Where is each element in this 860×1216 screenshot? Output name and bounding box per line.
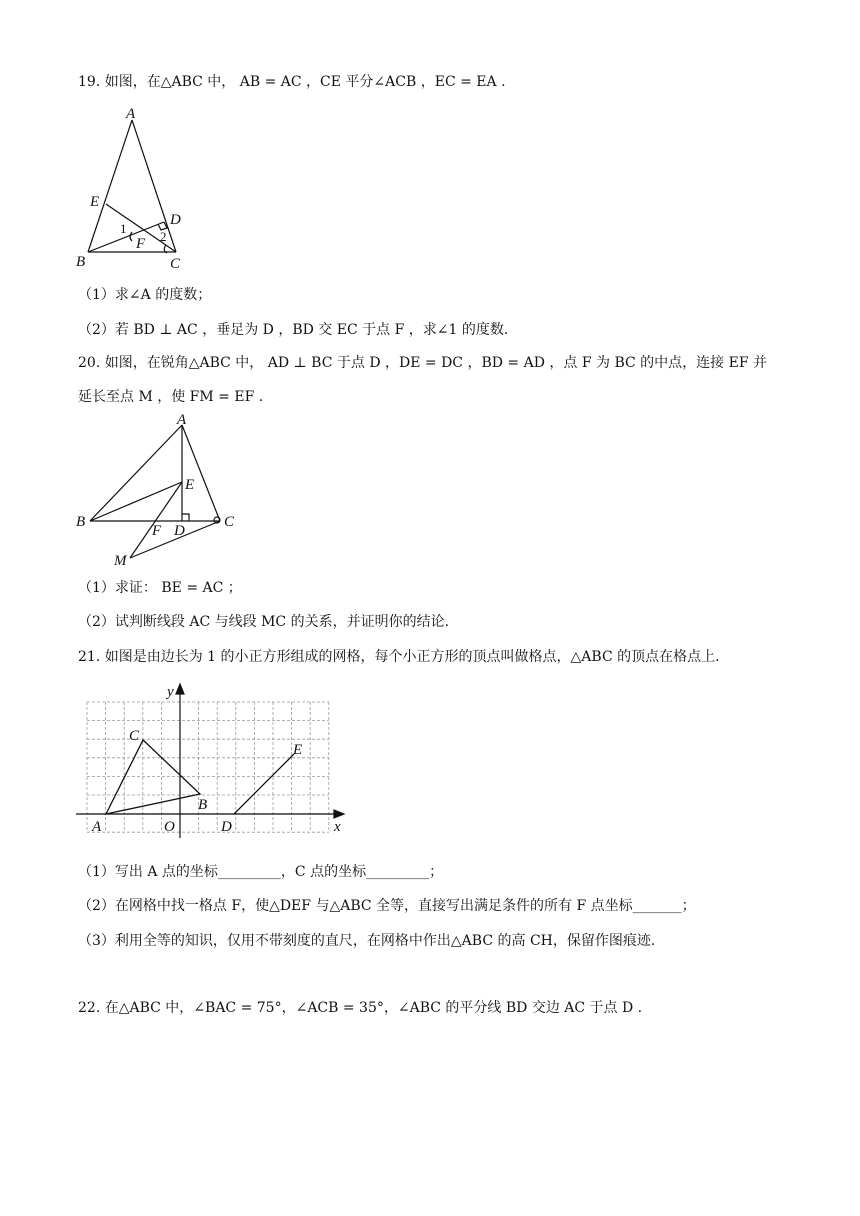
q20-label-m: M	[114, 553, 127, 569]
q21-y-axis-arrow	[176, 684, 184, 694]
q21-label-c: C	[129, 728, 140, 744]
q20-label-f: F	[152, 523, 162, 539]
q20-part2: （2）试判断线段 AC 与线段 MC 的关系，并证明你的结论.	[78, 614, 450, 630]
q20-part1: （1）求证： BE = AC ；	[78, 580, 242, 596]
q20-label-b: B	[76, 514, 86, 530]
q21-label-d: D	[221, 819, 232, 835]
q21-grid-figure	[72, 678, 362, 848]
q21-segment-de	[234, 754, 294, 814]
q20-stem-line1: 20. 如图，在锐角△ABC 中， AD ⊥ BC 于点 D ，DE = DC ，BD = AD ，点 F 为 BC 的中点，连接 EF 并	[78, 355, 767, 371]
q21-grid	[87, 702, 329, 832]
q19-stem: 19. 如图，在△ABC 中， AB = AC ，CE 平分∠ACB ，EC = EA .	[78, 74, 506, 90]
q19-part1: （1）求∠A 的度数；	[78, 287, 212, 303]
q19-label-b: B	[76, 254, 86, 270]
q20-label-e: E	[185, 477, 195, 493]
q21-part1: （1）写出 A 点的坐标_________，C 点的坐标_________；	[78, 864, 444, 880]
q20-side-ac	[182, 425, 220, 521]
q19-label-angle2: 2	[160, 229, 167, 244]
q21-part3: （3）利用全等的知识，仅用不带刻度的直尺，在网格中作出△ABC 的高 CH，保留作图痕迹.	[78, 933, 656, 949]
q20-label-a: A	[177, 412, 187, 428]
q20-figure	[72, 410, 247, 575]
q21-label-e: E	[293, 742, 303, 758]
q21-label-origin: O	[164, 819, 175, 835]
q21-label-a: A	[92, 819, 102, 835]
q19-label-d: D	[170, 212, 181, 228]
q21-label-x: x	[334, 819, 341, 835]
q19-label-c: C	[170, 256, 181, 272]
q20-side-ab	[90, 425, 182, 521]
q21-triangle-abc	[106, 740, 200, 814]
q20-label-c: C	[224, 514, 235, 530]
q21-part2: （2）在网格中找一格点 F，使△DEF 与△ABC 全等，直接写出满足条件的所有 F 点坐标_______；	[78, 898, 696, 914]
q21-label-y: y	[167, 684, 174, 700]
q19-label-a: A	[126, 106, 136, 122]
q19-label-e: E	[90, 194, 100, 210]
q21-stem: 21. 如图是由边长为 1 的小正方形组成的网格，每个小正方形的顶点叫做格点，△ABC 的顶点在格点上.	[78, 649, 720, 665]
q19-label-angle1: 1	[120, 221, 127, 236]
q20-label-d: D	[174, 523, 185, 539]
q21-x-axis-arrow	[334, 810, 344, 818]
q19-part2: （2）若 BD ⊥ AC ，垂足为 D ，BD 交 EC 于点 F ，求∠1 的度数.	[78, 322, 509, 338]
q22-stem: 22. 在△ABC 中，∠BAC = 75°，∠ACB = 35°，∠ABC 的平分线 BD 交边 AC 于点 D .	[78, 1000, 643, 1016]
q20-stem-line2: 延长至点 M ，使 FM = EF .	[78, 389, 264, 405]
q19-figure	[70, 100, 200, 275]
q20-right-angle-mark	[182, 514, 189, 521]
q19-label-f: F	[136, 236, 146, 252]
q21-label-b: B	[198, 797, 208, 813]
q19-angle1-arc	[130, 232, 132, 241]
